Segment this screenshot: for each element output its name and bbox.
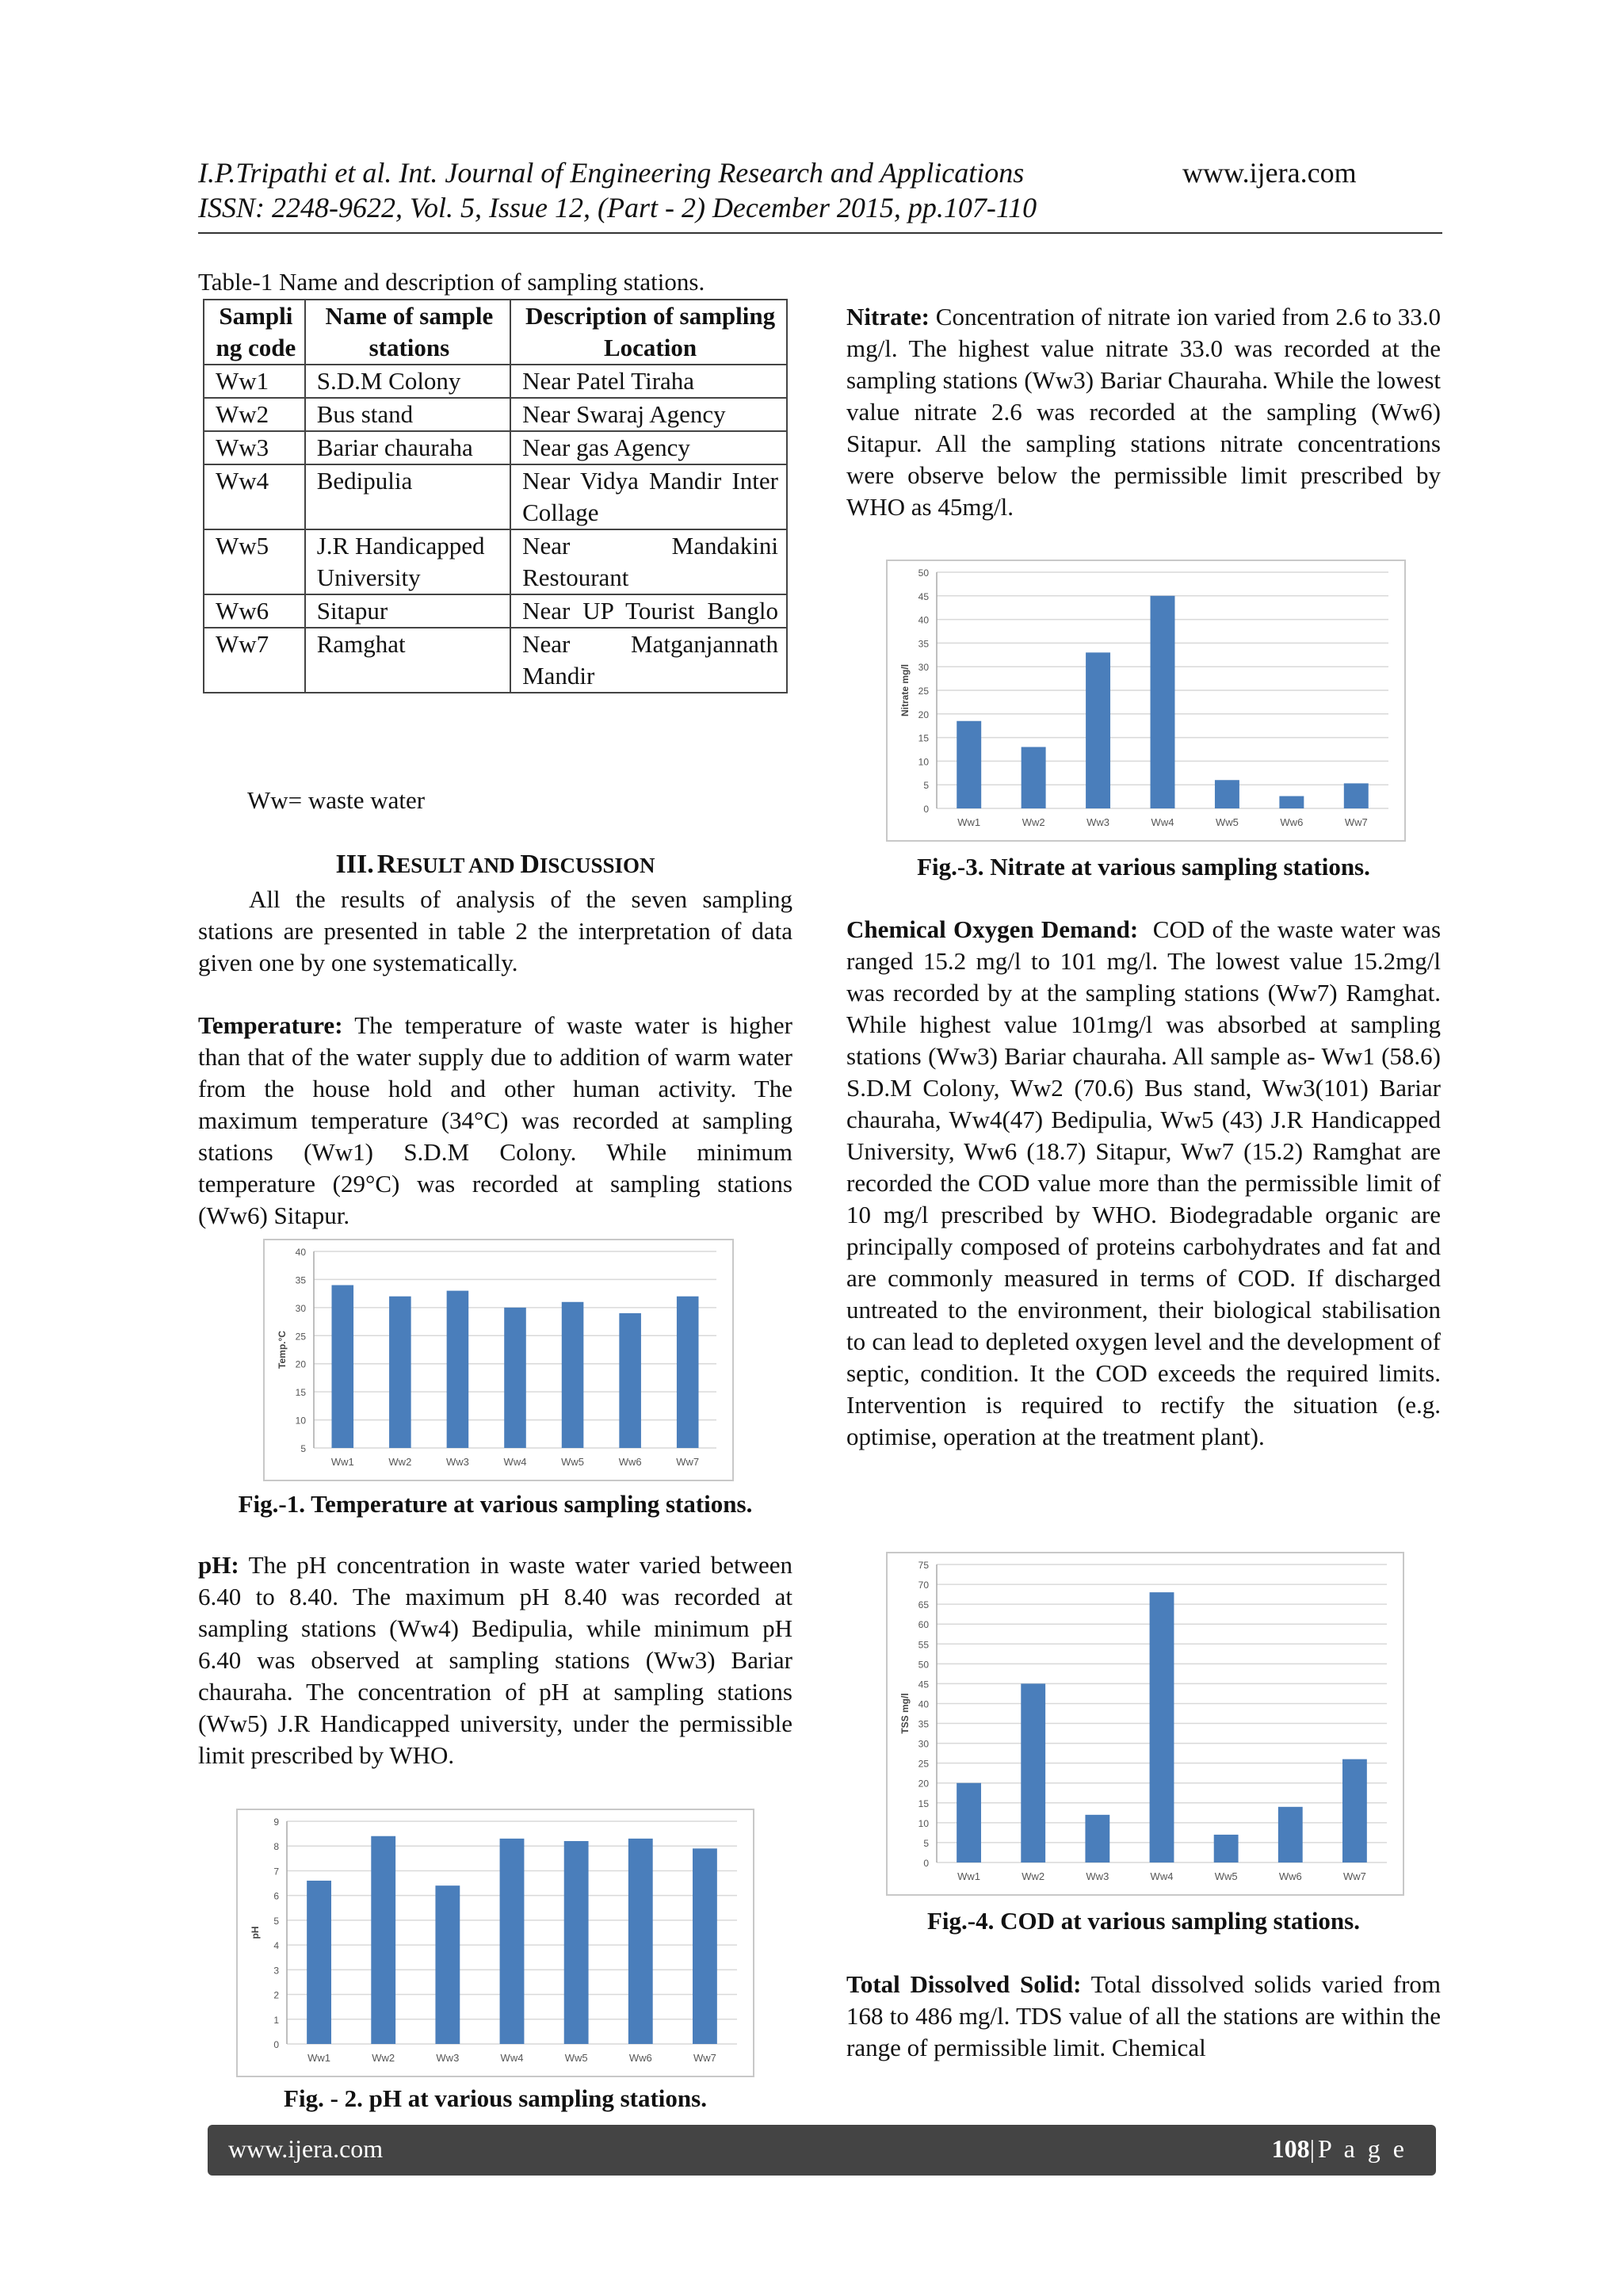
bar-ww6	[628, 1839, 653, 2044]
cod-paragraph: Chemical Oxygen Demand: COD of the waste water was ranged 15.2 mg/l to 101 mg/l. The lowest value 15.2mg/l was recorded by at the sampling stations (Ww7) Ramghat. While highest value 101mg/l was absorbed at sampling stations (Ww3) Bariar chauraha. All sample as- Ww1 (58.6) S.D.M Colony, Ww2 (70.6) Bus stand, Ww3(101) Bariar chauraha, Ww4(47) Bedipulia, Ww5 (43) J.R Handicapped University, Ww6 (18.7) Sitapur, Ww7 (15.2) Ramghat are recorded the COD value more than the permissible limit of 10 mg/l prescribed by WHO. Biodegradable organic are principally composed of proteins carbohydrates and fat and are commonly measured in terms of COD. If discharged untreated to the environment, their biological stabilisation to can lead to depleted oxygen level and the development of septic, condition. It the COD exceeds the required limits. Intervention is required to rectify the situation (e.g. optimise, operation at the treatment plant).	[846, 915, 1442, 1450]
cell-name: Bus stand	[305, 398, 510, 431]
cell-code: Ww4	[204, 464, 305, 529]
cell-name: Bedipulia	[305, 464, 510, 529]
x-tick-label: Ww6	[618, 1456, 642, 1468]
y-tick-label: 10	[918, 1817, 929, 1829]
bar-ww2	[389, 1297, 411, 1448]
x-tick-label: Ww7	[1344, 816, 1368, 828]
x-tick-label: Ww5	[561, 1456, 585, 1468]
x-tick-label: Ww3	[1086, 1870, 1109, 1882]
y-tick-label: 10	[295, 1415, 306, 1427]
footer-website: www.ijera.com	[228, 2134, 384, 2163]
footer-page	[1272, 2134, 1407, 2164]
cell-code: Ww7	[204, 628, 305, 693]
y-axis-label: Temp.°C	[277, 1331, 288, 1369]
y-tick-label: 40	[918, 614, 929, 626]
cell-name: S.D.M Colony	[305, 365, 510, 398]
y-tick-label: 75	[918, 1560, 929, 1571]
y-tick-label: 5	[273, 1915, 279, 1927]
y-axis-label: TSS mg/l	[899, 1693, 911, 1734]
cell-code: Ww2	[204, 398, 305, 431]
cell-name: Bariar chauraha	[305, 431, 510, 464]
page-number: 108	[1271, 2134, 1310, 2163]
ph-paragraph: pH: The pH concentration in waste water varied between 6.40 to 8.40. The maximum pH 8.40 was recorded at sampling stations (Ww4) Bedipulia, while minimum pH 6.40 was observed at sampling stations (Ww3) Bariar chauraha. The concentration of pH at sampling stations (Ww5) J.R Handicapped university, under the permissible limit prescribed by WHO.	[198, 1551, 792, 1769]
bar-ww7	[677, 1297, 699, 1448]
table-row	[204, 398, 787, 431]
y-tick-label: 2	[273, 1989, 279, 2001]
bar-ww7	[1342, 1759, 1367, 1862]
fig2-caption: Fig. - 2. pH at various sampling stations.	[284, 2084, 707, 2112]
cell-name: Sitapur	[305, 594, 510, 628]
cell-name: Ramghat	[305, 628, 510, 693]
bar-ww4	[500, 1839, 525, 2044]
y-tick-label: 6	[273, 1890, 279, 1902]
bar-ww4	[504, 1308, 526, 1448]
y-tick-label: 65	[918, 1599, 929, 1611]
y-tick-label: 30	[918, 1738, 929, 1750]
bar-ww1	[307, 1881, 331, 2044]
nitrate-bar-chart	[888, 561, 1404, 840]
bar-ww5	[1215, 780, 1239, 808]
cod-bar-chart	[888, 1553, 1403, 1894]
y-tick-label: 5	[923, 1837, 929, 1849]
running-header-website: www.ijera.com	[1182, 157, 1357, 189]
bar-ww1	[957, 721, 981, 808]
intro-paragraph: All the results of analysis of the seven sampling stations are presented in table 2 the interpretation of data given one by one systematically.	[198, 885, 792, 976]
x-tick-label: Ww2	[1022, 816, 1045, 828]
x-tick-label: Ww4	[503, 1456, 527, 1468]
cell-name: J.R Handicapped University	[305, 529, 510, 594]
y-tick-label: 70	[918, 1580, 929, 1591]
y-tick-label: 0	[273, 2039, 279, 2050]
y-tick-label: 10	[918, 756, 929, 768]
y-axis-label: pH	[250, 1926, 261, 1939]
bar-ww7	[693, 1848, 717, 2044]
y-axis-label: Nitrate mg/l	[899, 663, 911, 717]
bar-ww6	[619, 1313, 641, 1448]
table-row	[204, 628, 787, 693]
y-tick-label: 50	[918, 1659, 929, 1671]
x-tick-label: Ww7	[676, 1456, 700, 1468]
bar-ww2	[371, 1836, 395, 2044]
y-tick-label: 15	[918, 1797, 929, 1809]
header-rule	[198, 232, 1442, 234]
x-tick-label: Ww6	[1278, 1870, 1302, 1882]
table-note: Ww= waste water	[247, 786, 426, 814]
bar-ww7	[1344, 783, 1369, 808]
cod-label: Chemical Oxygen Demand:	[846, 915, 1139, 943]
y-tick-label: 25	[918, 1758, 929, 1770]
fig3-chart-frame	[886, 560, 1406, 842]
x-tick-label: Ww1	[330, 1456, 354, 1468]
running-header-issn: ISSN: 2248-9622, Vol. 5, Issue 12, (Part - 2) December 2015, pp.107-110	[198, 192, 1037, 223]
table-row	[204, 594, 787, 628]
y-tick-label: 1	[273, 2014, 279, 2026]
y-tick-label: 50	[918, 567, 929, 579]
bar-ww5	[562, 1302, 584, 1448]
y-tick-label: 4	[273, 1940, 279, 1952]
bar-ww3	[1086, 652, 1110, 808]
tds-label: Total Dissolved Solid:	[846, 1970, 1082, 1998]
cell-code: Ww6	[204, 594, 305, 628]
y-tick-label: 7	[273, 1866, 279, 1878]
x-tick-label: Ww1	[307, 2052, 331, 2064]
fig1-caption: Fig.-1. Temperature at various sampling stations.	[238, 1490, 753, 1518]
x-tick-label: Ww2	[1022, 1870, 1045, 1882]
y-tick-label: 5	[300, 1443, 306, 1454]
x-tick-label: Ww5	[1215, 816, 1239, 828]
x-tick-label: Ww1	[957, 1870, 981, 1882]
temperature-paragraph: Temperature: The temperature of waste water is higher than that of the water supply due to addition of warm water from the house hold and other human activity. The maximum temperature (34°C) was recorded at sampling stations (Ww1) S.D.M Colony. While minimum temperature (29°C) was recorded at sampling stations (Ww6) Sitapur.	[198, 1011, 792, 1229]
y-tick-label: 15	[295, 1387, 306, 1399]
y-tick-label: 25	[918, 686, 929, 697]
bar-ww3	[447, 1291, 469, 1448]
page-footer	[208, 2125, 1436, 2176]
y-tick-label: 40	[295, 1247, 306, 1258]
cell-code: Ww1	[204, 365, 305, 398]
x-tick-label: Ww6	[628, 2052, 652, 2064]
cell-description: Near Patel Tiraha	[510, 365, 787, 398]
y-tick-label: 35	[918, 1718, 929, 1730]
cell-description: Near Vidya Mandir Inter Collage	[510, 464, 787, 529]
y-tick-label: 0	[923, 804, 929, 815]
y-tick-label: 25	[295, 1331, 306, 1343]
ph-label: pH:	[198, 1551, 239, 1579]
bar-ww5	[564, 1841, 589, 2044]
x-tick-label: Ww2	[388, 1456, 412, 1468]
y-tick-label: 45	[918, 1679, 929, 1690]
y-tick-label: 20	[918, 1778, 929, 1790]
y-tick-label: 35	[295, 1274, 306, 1286]
table-row	[204, 464, 787, 529]
x-tick-label: Ww7	[693, 2052, 716, 2064]
y-tick-label: 40	[918, 1698, 929, 1710]
x-tick-label: Ww4	[1151, 816, 1174, 828]
x-tick-label: Ww3	[436, 2052, 460, 2064]
bar-ww1	[331, 1286, 353, 1448]
table-row	[204, 365, 787, 398]
y-tick-label: 30	[295, 1302, 306, 1314]
x-tick-label: Ww3	[445, 1456, 469, 1468]
fig2-chart-frame	[236, 1809, 754, 2077]
nitrate-label: Nitrate:	[846, 303, 930, 330]
y-tick-label: 15	[918, 732, 929, 744]
fig4-chart-frame	[886, 1552, 1404, 1896]
x-tick-label: Ww4	[1150, 1870, 1174, 1882]
y-tick-label: 8	[273, 1841, 279, 1853]
x-tick-label: Ww5	[1214, 1870, 1238, 1882]
temperature-label: Temperature:	[198, 1011, 343, 1039]
bar-ww4	[1151, 596, 1175, 808]
y-tick-label: 55	[918, 1639, 929, 1651]
cell-description: Near UP Tourist Banglo	[510, 594, 787, 628]
y-tick-label: 60	[918, 1619, 929, 1631]
cell-description: Near Swaraj Agency	[510, 398, 787, 431]
sampling-stations-table	[203, 299, 788, 693]
tds-paragraph: Total Dissolved Solid: Total dissolved solids varied from 168 to 486 mg/l. TDS value of all the stations are within the range of permissible limit. Chemical	[846, 1970, 1442, 2061]
cell-code: Ww3	[204, 431, 305, 464]
bar-ww6	[1279, 797, 1304, 808]
bar-ww1	[957, 1783, 981, 1862]
bar-ww2	[1021, 1683, 1045, 1862]
x-tick-label: Ww4	[500, 2052, 524, 2064]
fig3-caption: Fig.-3. Nitrate at various sampling stations.	[917, 853, 1370, 881]
x-tick-label: Ww1	[957, 816, 981, 828]
y-tick-label: 35	[918, 638, 929, 650]
cell-code: Ww5	[204, 529, 305, 594]
cell-description: Near Mandakini Restourant	[510, 529, 787, 594]
table-header-name: Name of sample stations	[305, 300, 510, 365]
bar-ww4	[1150, 1592, 1174, 1862]
x-tick-label: Ww5	[564, 2052, 588, 2064]
y-tick-label: 9	[273, 1817, 279, 1828]
bar-ww3	[435, 1885, 460, 2044]
table-caption: Table-1 Name and description of sampling stations.	[198, 268, 705, 296]
bar-ww2	[1022, 747, 1046, 808]
y-tick-label: 20	[295, 1358, 306, 1370]
x-tick-label: Ww3	[1086, 816, 1110, 828]
bar-ww3	[1085, 1815, 1109, 1862]
temperature-bar-chart	[265, 1240, 732, 1480]
y-tick-label: 5	[923, 780, 929, 792]
fig1-chart-frame	[263, 1239, 734, 1481]
x-tick-label: Ww7	[1342, 1870, 1366, 1882]
bar-ww6	[1278, 1807, 1303, 1862]
table-header-code: Sampling code	[204, 300, 305, 365]
x-tick-label: Ww6	[1280, 816, 1304, 828]
x-tick-label: Ww2	[372, 2052, 395, 2064]
bar-ww5	[1214, 1835, 1239, 1862]
page-label: |P a g e	[1309, 2134, 1407, 2163]
table-header-description: Description of sampling Location	[510, 300, 787, 365]
nitrate-paragraph: Nitrate: Concentration of nitrate ion varied from 2.6 to 33.0 mg/l. The highest value nitrate 33.0 was recorded at the sampling stations (Ww3) Bariar Chauraha. While the lowest value nitrate 2.6 was recorded at the sampling (Ww6) Sitapur. All the sampling stations nitrate concentrations were observe below the permissible limit prescribed by WHO as 45mg/l.	[846, 303, 1442, 521]
running-header-journal: I.P.Tripathi et al. Int. Journal of Engineering Research and Applications	[198, 157, 1025, 189]
y-tick-label: 45	[918, 590, 929, 602]
section-heading: III. RESULT AND DISCUSSION	[335, 850, 655, 879]
ph-bar-chart	[238, 1810, 753, 2076]
table-row	[204, 529, 787, 594]
y-tick-label: 3	[273, 1965, 279, 1977]
fig4-caption: Fig.-4. COD at various sampling stations.	[927, 1907, 1360, 1935]
table-row	[204, 431, 787, 464]
cell-description: Near Matganjannath Mandir	[510, 628, 787, 693]
y-tick-label: 0	[923, 1858, 929, 1869]
y-tick-label: 30	[918, 662, 929, 674]
cell-description: Near gas Agency	[510, 431, 787, 464]
y-tick-label: 20	[918, 709, 929, 720]
